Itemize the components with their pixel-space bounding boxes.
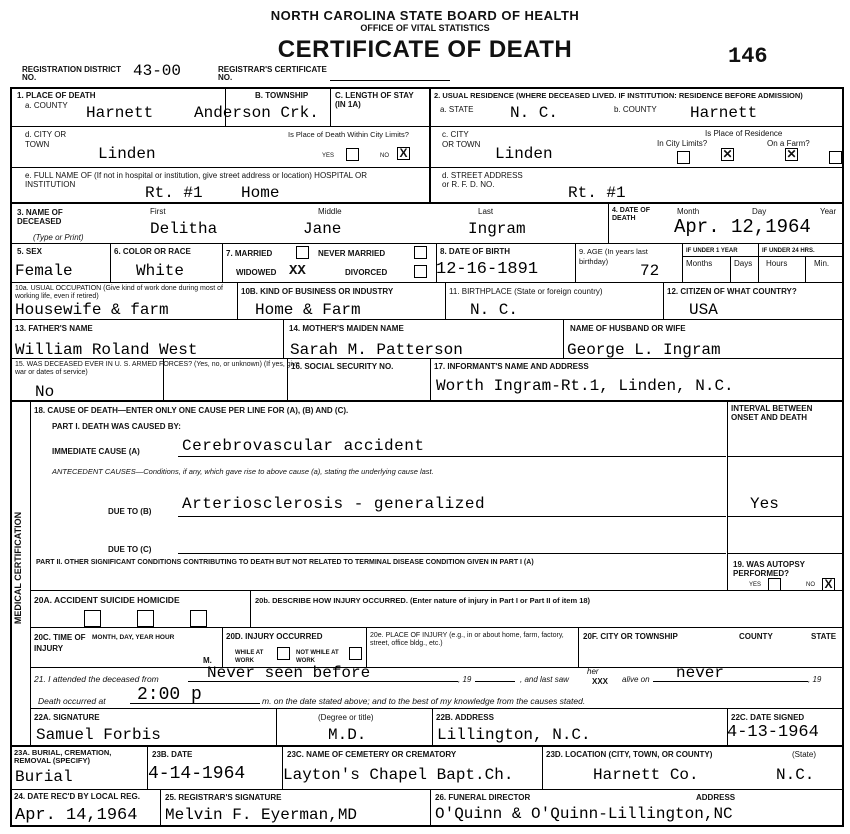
recd-label: 24. DATE REC'D BY LOCAL REG. [14,792,140,801]
type-print-label: (Type or Print) [33,233,84,242]
informant-label: 17. INFORMANT'S NAME AND ADDRESS [434,362,589,371]
res-limits-no[interactable]: ✕ [722,147,733,161]
office-title: OFFICE OF VITAL STATISTICS [360,23,490,33]
immediate-label: IMMEDIATE CAUSE (A) [52,447,140,456]
township-label: B. TOWNSHIP [255,91,309,100]
last-seen: never [676,664,725,682]
part-2-label: PART II. OTHER SIGNIFICANT CONDITIONS CONTRIBUTING TO DEATH BUT NOT RELATED TO TERMINAL DISEASE CONDITION GIVEN IN PART I (A) [36,559,534,566]
time-injury-label: 20C. TIME OF INJURY [34,633,86,653]
sig-address: Lillington, N.C. [437,726,591,744]
color-label: 6. COLOR OR RACE [114,247,191,256]
date-death-label: 4. DATE OF DEATH [612,207,650,222]
cemetery-label: 23C. NAME OF CEMETERY OR CREMATORY [287,750,457,759]
cause-header: 18. CAUSE OF DEATH—ENTER ONLY ONE CAUSE PER LINE FOR (A), (B) AND (C). [34,406,349,415]
form-frame [10,87,844,827]
birthplace-value: N. C. [470,301,519,319]
degree-label: (Degree or title) [318,713,374,722]
res-farm-yes[interactable]: ✕ [786,147,797,161]
citizen-value: USA [689,301,718,319]
city-label: d. CITY OR TOWN [25,130,67,149]
due-c-label: DUE TO (C) [108,545,152,554]
sex-value: Female [15,262,73,280]
father-value: William Roland West [15,341,198,359]
last-label: Last [478,207,494,216]
business-value: Home & Farm [255,301,361,319]
month-label: Month [677,207,700,216]
mother-label: 14. MOTHER'S MAIDEN NAME [289,324,404,333]
occurred-pre: Death occurred at [38,696,106,706]
location-value: Harnett Co. [593,766,699,784]
dob-label: 8. DATE OF BIRTH [440,247,511,256]
within-limits-yes[interactable] [346,148,359,161]
res-state: N. C. [510,104,559,122]
never-married-box[interactable] [414,246,427,259]
ssn-label: 16. SOCIAL SECURITY NO. [291,362,394,371]
street-label: d. STREET ADDRESS or R. F. D. NO. [442,171,523,189]
first-name: Delitha [150,220,218,238]
burial-value: Burial [15,768,73,786]
autopsy-no[interactable]: X [822,578,835,591]
divorced-label: DIVORCED [345,268,388,277]
autopsy-no-label: NO [806,582,815,588]
sig-address-label: 22B. ADDRESS [436,713,494,722]
length-stay-label: C. LENGTH OF STAY (IN 1A) [335,91,414,109]
location-label: 23D. LOCATION (CITY, TOWN, OR COUNTY) [546,750,713,759]
divorced-box[interactable] [414,265,427,278]
age-value: 72 [640,262,660,280]
alive-on-label: alive on [622,675,650,684]
in-limits-label: In City Limits? [657,139,708,148]
armed-value: No [35,383,55,401]
within-limits-label: Is Place of Death Within City Limits? [288,130,409,139]
citizen-label: 12. CITIZEN OF WHAT COUNTRY? [667,287,797,296]
birthplace-label: 11. BIRTHPLACE (State or foreign country) [449,287,603,296]
location-state: N.C. [776,766,815,784]
occupation-value: Housewife & farm [15,301,169,319]
hours-label: Hours [766,259,788,268]
occurred-post: m. on the date stated above; and to the best of my knowledge from the causes stated. [262,696,586,706]
middle-label: Middle [318,207,342,216]
no-label: NO [380,153,389,159]
funeral-label: 26. FUNERAL DIRECTOR [435,793,531,802]
degree-value: M.D. [328,726,367,744]
color-value: White [136,262,185,280]
signature-value: Samuel Forbis [36,726,161,744]
place-res-label: Is Place of Residence [705,129,783,138]
year-19-a: , 19 [458,675,472,684]
spouse-value: George L. Ingram [567,341,721,359]
recd-value: Apr. 14,1964 [15,806,138,825]
place-injury-label: 20e. PLACE OF INJURY (e.g., in or about home, farm, factory, street, office bldg., etc.) [370,632,564,647]
location-state-label: (State) [792,750,817,759]
funeral-address-label: ADDRESS [696,793,736,802]
attended-from: Never seen before [207,664,371,682]
hospital-value: Rt. #1 Home [145,184,280,202]
married-label: 7. MARRIED [226,249,273,258]
while-work-label: WHILE AT WORK [235,650,264,664]
cemetery-value: Layton's Chapel Bapt.Ch. [283,766,514,784]
mother-value: Sarah M. Patterson [290,341,463,359]
days-label: Days [734,259,753,268]
death-time: 2:00 p [137,685,202,705]
suicide-box[interactable] [137,610,154,627]
day-label: Day [752,207,767,216]
min-label: Min. [814,259,830,268]
name-label: 3. NAME OF DECEASED [17,208,63,226]
page-title: CERTIFICATE OF DEATH [277,36,573,63]
interval-b: Yes [750,495,779,513]
date-signed: 4-13-1964 [727,723,819,742]
yes-label: YES [322,153,335,159]
widowed-mark: XX [289,263,306,279]
months-label: Months [686,259,713,268]
res-city: Linden [495,145,553,163]
year-19-b: , 19 [808,675,822,684]
under-1y-label: IF UNDER 1 YEAR [686,248,738,254]
married-box[interactable] [296,246,309,259]
father-label: 13. FATHER'S NAME [15,324,93,333]
accident-label: 20A. ACCIDENT SUICIDE HOMICIDE [34,595,180,605]
date-of-death: Apr. 12,1964 [674,216,811,238]
not-work-label: NOT WHILE AT WORK [296,650,339,664]
res-county: Harnett [690,104,758,122]
medical-side-label: MEDICAL CERTIFICATION [13,511,23,625]
due-b-cause: Arteriosclerosis - generalized [182,495,486,513]
registrar-value: Melvin F. Eyerman,MD [165,806,358,824]
autopsy-yes[interactable] [768,578,781,591]
him-mark: XXX [592,677,609,686]
immediate-cause: Cerebrovascular accident [182,437,425,455]
interval-label: INTERVAL BETWEEN ONSET AND DEATH [731,404,813,422]
burial-date-label: 23B. DATE [152,750,193,759]
death-township: Anderson Crk. [194,104,319,122]
within-limits-no[interactable]: X [397,147,410,160]
age-label: 9. AGE (In years last birthday) [579,247,648,266]
never-married-label: NEVER MARRIED [318,249,386,258]
dob-value: 12-16-1891 [436,260,539,279]
last-name: Ingram [468,220,526,238]
on-farm-label: On a Farm? [767,139,810,148]
autopsy-label: 19. WAS AUTOPSY PERFORMED? [733,560,805,578]
homicide-box[interactable] [190,610,207,627]
res-county-label: b. COUNTY [614,105,657,114]
res-farm-no[interactable] [829,151,842,164]
middle-name: Jane [303,220,342,238]
due-b-label: DUE TO (B) [108,507,152,516]
occupation-label: 10a. USUAL OCCUPATION (Give kind of work done during most of working life, even if retired) [15,285,224,300]
attended-label: 21. I attended the deceased from [34,674,159,684]
res-limits-yes[interactable] [677,151,690,164]
hospital-label: e. FULL NAME OF (If not in hospital or institution, give street address or location) HOSPITAL OR INSTITUTION [25,171,368,189]
widowed-label: WIDOWED [236,268,277,277]
injury-county-label: COUNTY [739,632,773,641]
reg-district-value: 43-00 [133,62,182,80]
informant-value: Worth Ingram-Rt.1, Linden, N.C. [436,377,734,395]
year-label: Year [820,207,837,216]
while-work-box[interactable] [277,647,290,660]
injury-desc-label: 20b. DESCRIBE HOW INJURY OCCURRED. (Enter nature of injury in Part I or Part II of item 18) [255,596,591,605]
funeral-value: O'Quinn & O'Quinn-Lillington,NC [435,805,733,823]
injury-state-label: STATE [811,632,837,641]
m-label: M. [203,656,212,665]
injury-occ-label: 20D. INJURY OCCURRED [226,632,323,641]
spouse-label: NAME OF HUSBAND OR WIFE [570,324,686,333]
residence-label: 2. USUAL RESIDENCE (WHERE DECEASED LIVED. IF INSTITUTION: RESIDENCE BEFORE ADMISSION) [434,91,803,100]
county-label: a. COUNTY [25,101,68,110]
antecedent-label: ANTECEDENT CAUSES—Conditions, if any, which gave rise to above cause (a), stating the underlying cause last. [52,467,434,476]
agency-title: NORTH CAROLINA STATE BOARD OF HEALTH [270,8,580,23]
not-work-box[interactable] [349,647,362,660]
city-township-label: 20F. CITY OR TOWNSHIP [583,632,678,641]
sex-label: 5. SEX [17,247,42,256]
death-city: Linden [98,145,156,163]
armed-label: 15. WAS DECEASED EVER IN U. S. ARMED FORCES? (Yes, no, or unknown) (If yes, give war or dates of service) [15,361,300,376]
burial-label: 23A. BURIAL, CREMATION, REMOVAL (SPECIFY) [14,748,112,765]
business-label: 10B. KIND OF BUSINESS OR INDUSTRY [241,287,394,296]
date-signed-label: 22C. DATE SIGNED [731,713,805,722]
her-label: her [587,667,599,676]
burial-date: 4-14-1964 [148,764,246,784]
and-last-label: , and last saw [520,675,569,684]
registrar-label: 25. REGISTRAR'S SIGNATURE [165,793,282,802]
street-value: Rt. #1 [568,184,626,202]
res-city-label: c. CITY OR TOWN [442,130,481,149]
res-state-label: a. STATE [440,105,474,114]
signature-label: 22A. SIGNATURE [34,713,100,722]
place-death-label: 1. PLACE OF DEATH [17,91,96,100]
time-cols-label: MONTH, DAY, YEAR HOUR [92,634,175,641]
accident-box[interactable] [84,610,101,627]
registrar-cert-label: REGISTRAR'S CERTIFICATE NO. [218,65,327,82]
reg-district-label: REGISTRATION DISTRICT NO. [22,65,121,82]
part-1-label: PART I. DEATH WAS CAUSED BY: [52,422,181,431]
death-county: Harnett [86,104,154,122]
first-label: First [150,207,166,216]
autopsy-yes-label: YES [749,582,762,588]
under-24h-label: IF UNDER 24 HRS. [762,248,815,254]
certificate-number: 146 [728,44,768,69]
